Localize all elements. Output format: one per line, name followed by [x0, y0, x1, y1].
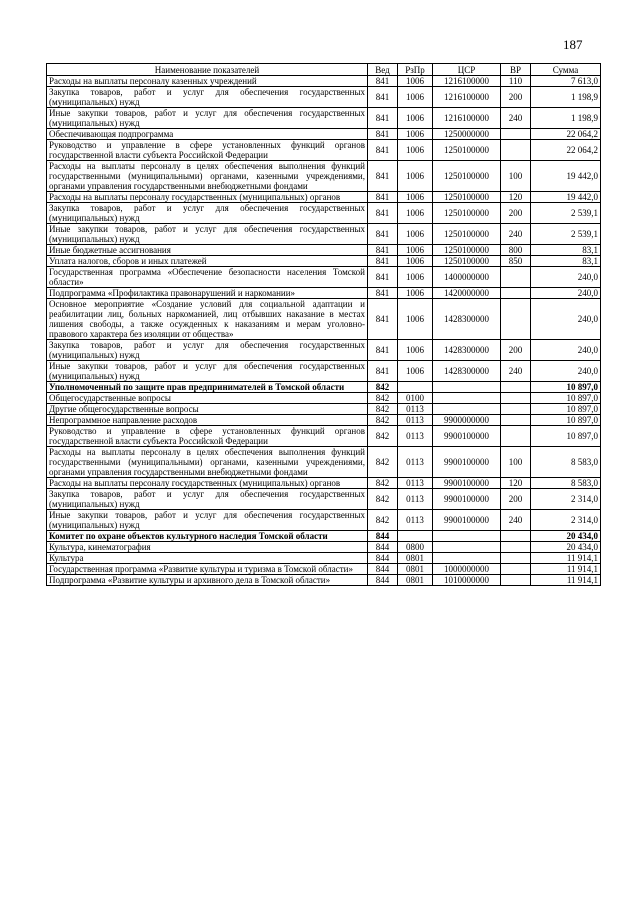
- cell-sum: 11 914,1: [531, 575, 601, 586]
- cell-csr: [433, 542, 501, 553]
- cell-rzpr: 0801: [398, 564, 433, 575]
- cell-ved: 841: [368, 161, 398, 192]
- table-row: [47, 404, 601, 415]
- cell-vr: [501, 575, 531, 586]
- cell-sum: 19 442,0: [531, 161, 601, 192]
- cell-ved: 841: [368, 140, 398, 161]
- cell-ved: 844: [368, 553, 398, 564]
- cell-csr: 1000000000: [433, 564, 501, 575]
- cell-csr: 1428300000: [433, 299, 501, 340]
- cell-ved: 841: [368, 288, 398, 299]
- page-number: 187: [563, 37, 583, 52]
- cell-vr: [501, 129, 531, 140]
- cell-ved: 841: [368, 245, 398, 256]
- cell-sum: 1 198,9: [531, 108, 601, 129]
- cell-vr: 200: [501, 203, 531, 224]
- cell-vr: 240: [501, 108, 531, 129]
- cell-ved: 844: [368, 575, 398, 586]
- cell-name: Закупка товаров, работ и услуг для обеспечения государственных (муниципальных) нужд: [47, 489, 368, 510]
- cell-rzpr: 1006: [398, 299, 433, 340]
- cell-rzpr: [398, 531, 433, 542]
- cell-ved: 842: [368, 478, 398, 489]
- cell-sum: 22 064,2: [531, 140, 601, 161]
- cell-vr: 850: [501, 256, 531, 267]
- cell-vr: 240: [501, 224, 531, 245]
- cell-rzpr: 0113: [398, 489, 433, 510]
- cell-csr: 9900000000: [433, 415, 501, 426]
- cell-vr: [501, 531, 531, 542]
- cell-vr: [501, 382, 531, 393]
- cell-name: Общегосударственные вопросы: [47, 393, 368, 404]
- table-row: [47, 415, 601, 426]
- cell-name: Культура: [47, 553, 368, 564]
- cell-name: Закупка товаров, работ и услуг для обеспечения государственных (муниципальных) нужд: [47, 87, 368, 108]
- cell-vr: [501, 404, 531, 415]
- header-csr: ЦСР: [433, 64, 501, 76]
- table-row: [47, 478, 601, 489]
- cell-csr: 1216100000: [433, 76, 501, 87]
- cell-name: Уполномоченный по защите прав предпринимателей в Томской области: [47, 382, 368, 393]
- cell-vr: [501, 299, 531, 340]
- cell-rzpr: 1006: [398, 340, 433, 361]
- table-row: [47, 531, 601, 542]
- cell-ved: 842: [368, 393, 398, 404]
- cell-name: Уплата налогов, сборов и иных платежей: [47, 256, 368, 267]
- cell-name: Иные бюджетные ассигнования: [47, 245, 368, 256]
- cell-rzpr: 1006: [398, 361, 433, 382]
- cell-csr: 1010000000: [433, 575, 501, 586]
- cell-rzpr: 1006: [398, 224, 433, 245]
- cell-name: Непрограммное направление расходов: [47, 415, 368, 426]
- table-row: [47, 245, 601, 256]
- cell-ved: 841: [368, 361, 398, 382]
- cell-name: Иные закупки товаров, работ и услуг для обеспечения государственных (муниципальных) нужд: [47, 108, 368, 129]
- cell-ved: 841: [368, 224, 398, 245]
- cell-sum: 10 897,0: [531, 393, 601, 404]
- table-body: [47, 76, 601, 586]
- cell-name: Закупка товаров, работ и услуг для обеспечения государственных (муниципальных) нужд: [47, 203, 368, 224]
- cell-csr: 9900100000: [433, 447, 501, 478]
- cell-csr: 1428300000: [433, 340, 501, 361]
- table-row: [47, 542, 601, 553]
- cell-ved: 841: [368, 129, 398, 140]
- cell-sum: 1 198,9: [531, 87, 601, 108]
- cell-rzpr: 1006: [398, 256, 433, 267]
- table-row: [47, 108, 601, 129]
- table-row: [47, 256, 601, 267]
- table-row: [47, 129, 601, 140]
- cell-name: Обеспечивающая подпрограмма: [47, 129, 368, 140]
- cell-name: Закупка товаров, работ и услуг для обеспечения государственных (муниципальных) нужд: [47, 340, 368, 361]
- table-row: [47, 447, 601, 478]
- cell-sum: 19 442,0: [531, 192, 601, 203]
- cell-sum: 22 064,2: [531, 129, 601, 140]
- cell-vr: 240: [501, 361, 531, 382]
- cell-csr: 1250100000: [433, 192, 501, 203]
- header-sum: Сумма: [531, 64, 601, 76]
- cell-ved: 841: [368, 340, 398, 361]
- table-row: [47, 361, 601, 382]
- cell-rzpr: 1006: [398, 76, 433, 87]
- cell-name: Государственная программа «Обеспечение безопасности населения Томской области»: [47, 267, 368, 288]
- table-row: [47, 203, 601, 224]
- cell-name: Иные закупки товаров, работ и услуг для обеспечения государственных (муниципальных) нужд: [47, 361, 368, 382]
- cell-csr: 9900100000: [433, 510, 501, 531]
- cell-vr: 110: [501, 76, 531, 87]
- cell-rzpr: 1006: [398, 108, 433, 129]
- budget-table: [46, 63, 601, 586]
- cell-rzpr: 1006: [398, 192, 433, 203]
- cell-ved: 841: [368, 267, 398, 288]
- cell-csr: [433, 393, 501, 404]
- cell-name: Расходы на выплаты персоналу в целях обеспечения выполнения функций государственными (муниципальными) органами, казенными учреждениями, органами управления государственными внебюджетными фондами: [47, 447, 368, 478]
- cell-sum: 2 314,0: [531, 510, 601, 531]
- cell-name: Другие общегосударственные вопросы: [47, 404, 368, 415]
- table-row: [47, 140, 601, 161]
- cell-name: Подпрограмма «Развитие культуры и архивного дела в Томской области»: [47, 575, 368, 586]
- cell-name: Расходы на выплаты персоналу в целях обеспечения выполнения функций государственными (муниципальными) органами, казенными учреждениями, органами управления государственными внебюджетными фондами: [47, 161, 368, 192]
- table-row: [47, 426, 601, 447]
- cell-csr: 1250000000: [433, 129, 501, 140]
- table-row: [47, 192, 601, 203]
- cell-sum: 20 434,0: [531, 531, 601, 542]
- cell-csr: [433, 531, 501, 542]
- table-row: [47, 510, 601, 531]
- cell-sum: 240,0: [531, 267, 601, 288]
- cell-rzpr: 1006: [398, 267, 433, 288]
- cell-vr: 200: [501, 489, 531, 510]
- cell-vr: 200: [501, 87, 531, 108]
- cell-vr: [501, 267, 531, 288]
- cell-ved: 842: [368, 382, 398, 393]
- cell-ved: 841: [368, 203, 398, 224]
- cell-sum: 20 434,0: [531, 542, 601, 553]
- cell-ved: 844: [368, 542, 398, 553]
- cell-sum: 240,0: [531, 340, 601, 361]
- cell-sum: 8 583,0: [531, 447, 601, 478]
- cell-rzpr: 0100: [398, 393, 433, 404]
- cell-sum: 2 539,1: [531, 203, 601, 224]
- table-row: [47, 340, 601, 361]
- cell-ved: 841: [368, 192, 398, 203]
- cell-sum: 10 897,0: [531, 426, 601, 447]
- cell-name: Основное мероприятие «Создание условий для социальной адаптации и реабилитации лиц, больных наркоманией, лиц отбывших наказание в местах лишения свободы, а также осужденных к наказаниям и мерам уголовно-правового характера без изоляции от общества»: [47, 299, 368, 340]
- cell-ved: 842: [368, 404, 398, 415]
- table-row: [47, 489, 601, 510]
- cell-csr: [433, 553, 501, 564]
- cell-sum: 10 897,0: [531, 415, 601, 426]
- cell-rzpr: 1006: [398, 161, 433, 192]
- table-row: [47, 87, 601, 108]
- cell-name: Подпрограмма «Профилактика правонарушений и наркомании»: [47, 288, 368, 299]
- cell-vr: 120: [501, 478, 531, 489]
- cell-vr: 120: [501, 192, 531, 203]
- cell-rzpr: 0113: [398, 415, 433, 426]
- cell-vr: [501, 415, 531, 426]
- table-row: [47, 267, 601, 288]
- cell-ved: 842: [368, 415, 398, 426]
- cell-csr: 1400000000: [433, 267, 501, 288]
- cell-vr: [501, 393, 531, 404]
- cell-rzpr: 0113: [398, 478, 433, 489]
- cell-sum: 2 539,1: [531, 224, 601, 245]
- cell-sum: 8 583,0: [531, 478, 601, 489]
- cell-csr: 1250100000: [433, 224, 501, 245]
- cell-sum: 2 314,0: [531, 489, 601, 510]
- cell-csr: 1250100000: [433, 203, 501, 224]
- cell-vr: 100: [501, 447, 531, 478]
- cell-csr: 9900100000: [433, 489, 501, 510]
- table-row: [47, 382, 601, 393]
- cell-ved: 842: [368, 426, 398, 447]
- cell-vr: 200: [501, 340, 531, 361]
- table-row: [47, 161, 601, 192]
- table-row: [47, 553, 601, 564]
- cell-name: Комитет по охране объектов культурного наследия Томской области: [47, 531, 368, 542]
- cell-name: Иные закупки товаров, работ и услуг для обеспечения государственных (муниципальных) нужд: [47, 510, 368, 531]
- cell-sum: 83,1: [531, 256, 601, 267]
- cell-vr: 100: [501, 161, 531, 192]
- cell-sum: 240,0: [531, 288, 601, 299]
- table-row: [47, 288, 601, 299]
- cell-ved: 841: [368, 87, 398, 108]
- cell-sum: 10 897,0: [531, 382, 601, 393]
- cell-ved: 841: [368, 76, 398, 87]
- cell-vr: 800: [501, 245, 531, 256]
- cell-rzpr: 1006: [398, 288, 433, 299]
- cell-rzpr: 0800: [398, 542, 433, 553]
- table-header-row: [47, 64, 601, 76]
- cell-name: Государственная программа «Развитие культуры и туризма в Томской области»: [47, 564, 368, 575]
- cell-rzpr: 0113: [398, 510, 433, 531]
- cell-csr: 1250100000: [433, 245, 501, 256]
- cell-ved: 841: [368, 108, 398, 129]
- cell-csr: 9900100000: [433, 478, 501, 489]
- cell-rzpr: 0801: [398, 553, 433, 564]
- cell-vr: [501, 564, 531, 575]
- cell-sum: 11 914,1: [531, 564, 601, 575]
- cell-vr: 240: [501, 510, 531, 531]
- cell-rzpr: 1006: [398, 203, 433, 224]
- cell-ved: 844: [368, 564, 398, 575]
- cell-rzpr: 0113: [398, 404, 433, 415]
- cell-csr: [433, 382, 501, 393]
- cell-name: Руководство и управление в сфере установленных функций органов государственной власти субъекта Российской Федерации: [47, 426, 368, 447]
- cell-ved: 842: [368, 489, 398, 510]
- table-row: [47, 299, 601, 340]
- cell-rzpr: 1006: [398, 140, 433, 161]
- cell-vr: [501, 542, 531, 553]
- header-ved: Вед: [368, 64, 398, 76]
- cell-vr: [501, 140, 531, 161]
- cell-name: Руководство и управление в сфере установленных функций органов государственной власти субъекта Российской Федерации: [47, 140, 368, 161]
- cell-sum: 240,0: [531, 299, 601, 340]
- cell-name: Расходы на выплаты персоналу государственных (муниципальных) органов: [47, 478, 368, 489]
- cell-name: Иные закупки товаров, работ и услуг для обеспечения государственных (муниципальных) нужд: [47, 224, 368, 245]
- cell-rzpr: 0113: [398, 447, 433, 478]
- cell-csr: [433, 404, 501, 415]
- cell-name: Культура, кинематография: [47, 542, 368, 553]
- cell-sum: 7 613,0: [531, 76, 601, 87]
- cell-vr: [501, 288, 531, 299]
- cell-rzpr: 1006: [398, 129, 433, 140]
- cell-csr: 1216100000: [433, 108, 501, 129]
- cell-name: Расходы на выплаты персоналу государственных (муниципальных) органов: [47, 192, 368, 203]
- cell-sum: 240,0: [531, 361, 601, 382]
- table-row: [47, 393, 601, 404]
- cell-ved: 841: [368, 299, 398, 340]
- cell-vr: [501, 553, 531, 564]
- cell-ved: 842: [368, 510, 398, 531]
- cell-csr: 9900100000: [433, 426, 501, 447]
- cell-csr: 1250100000: [433, 161, 501, 192]
- cell-csr: 1216100000: [433, 87, 501, 108]
- header-rzpr: РзПр: [398, 64, 433, 76]
- cell-ved: 842: [368, 447, 398, 478]
- cell-rzpr: 0801: [398, 575, 433, 586]
- cell-rzpr: 1006: [398, 245, 433, 256]
- cell-sum: 83,1: [531, 245, 601, 256]
- cell-csr: 1428300000: [433, 361, 501, 382]
- cell-sum: 10 897,0: [531, 404, 601, 415]
- cell-sum: 11 914,1: [531, 553, 601, 564]
- table-row: [47, 564, 601, 575]
- table-row: [47, 575, 601, 586]
- cell-ved: 844: [368, 531, 398, 542]
- cell-vr: [501, 426, 531, 447]
- table-row: [47, 224, 601, 245]
- cell-rzpr: [398, 382, 433, 393]
- header-vr: ВР: [501, 64, 531, 76]
- cell-csr: 1420000000: [433, 288, 501, 299]
- header-name: Наименование показателей: [47, 64, 368, 76]
- cell-rzpr: 0113: [398, 426, 433, 447]
- cell-csr: 1250100000: [433, 140, 501, 161]
- table-row: [47, 76, 601, 87]
- cell-ved: 841: [368, 256, 398, 267]
- cell-name: Расходы на выплаты персоналу казенных учреждений: [47, 76, 368, 87]
- cell-rzpr: 1006: [398, 87, 433, 108]
- cell-csr: 1250100000: [433, 256, 501, 267]
